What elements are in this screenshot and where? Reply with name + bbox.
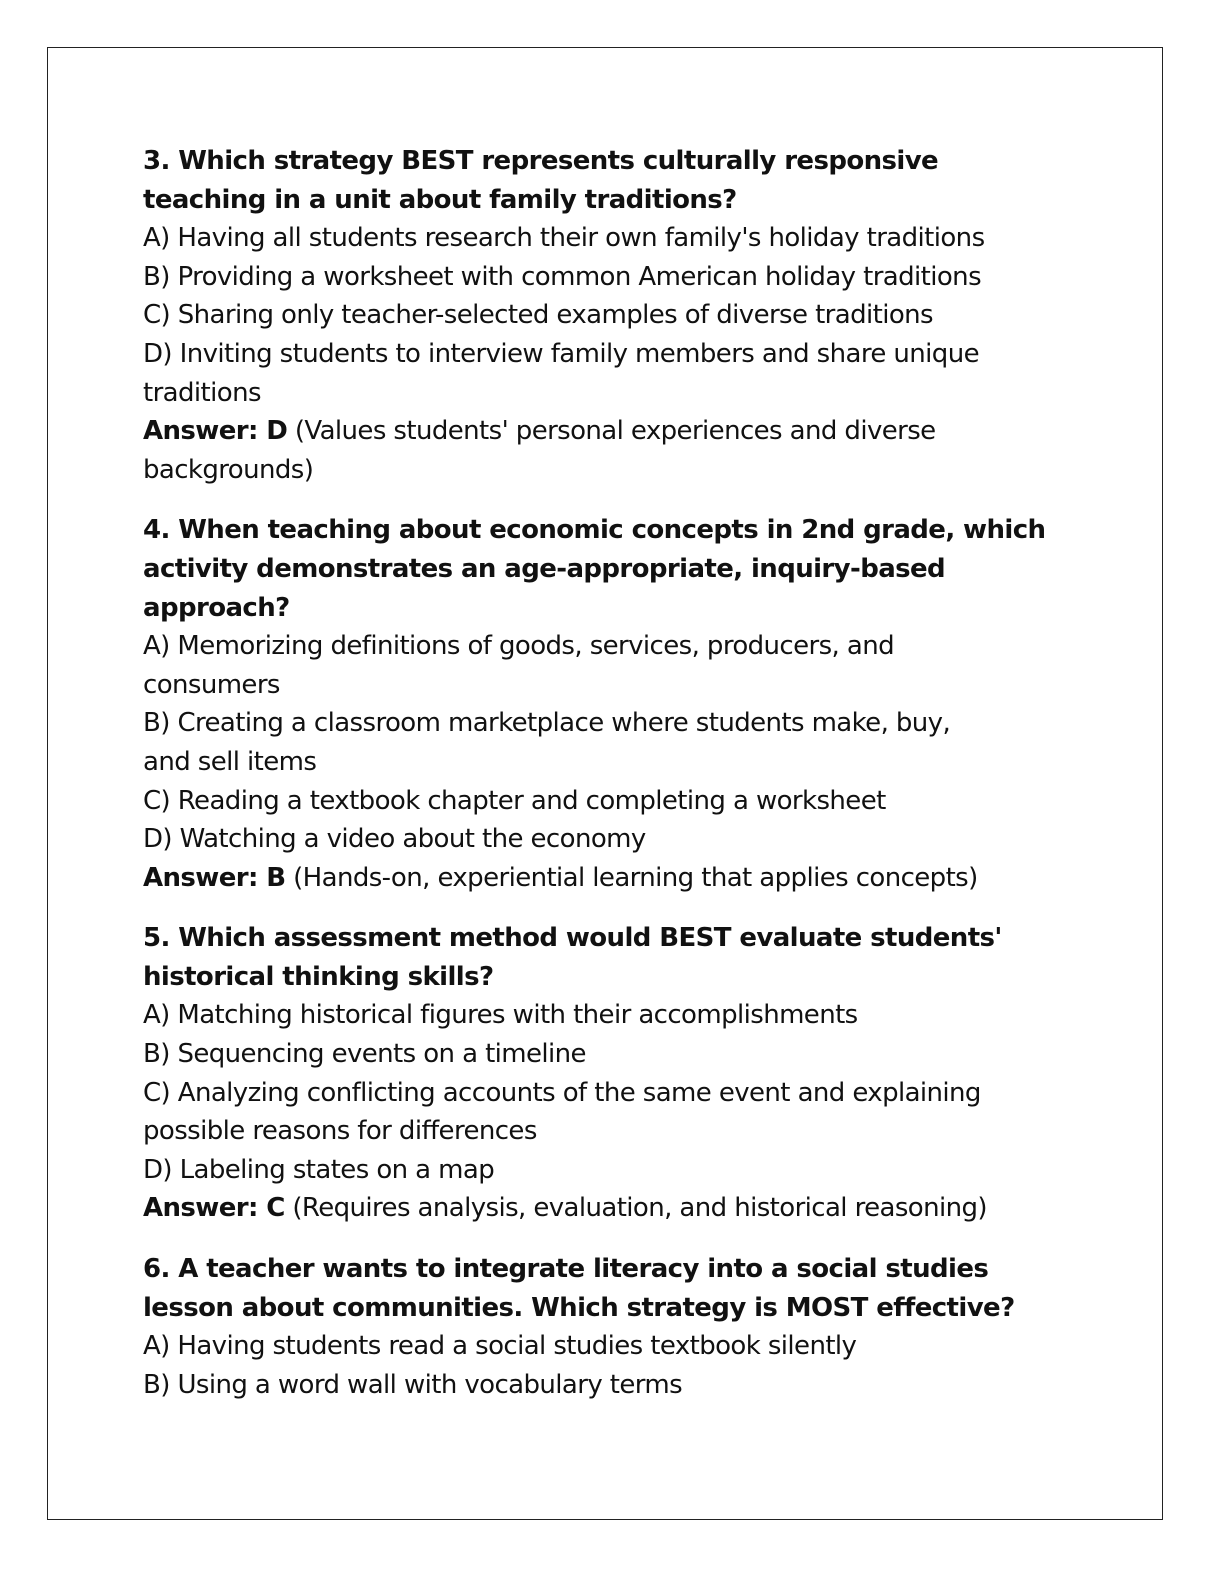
option-d: D) Inviting students to interview family members and share unique [143,338,979,369]
question-title-line: teaching in a unit about family traditions? [143,184,737,215]
answer-label: Answer: D [143,416,288,447]
question-title-line: 5. Which assessment method would BEST evaluate students' [143,923,1002,954]
option-d-continued: traditions [143,377,261,408]
option-c: C) Sharing only teacher-selected examples of diverse traditions [143,300,933,331]
question-title-line: lesson about communities. Which strategy is MOST effective? [143,1292,1015,1323]
question-title-line: 3. Which strategy BEST represents culturally responsive [143,146,939,176]
question-5 [143,919,1083,1228]
option-d: D) Watching a video about the economy [143,824,646,855]
option-b-continued: and sell items [143,746,317,777]
option-b: B) Creating a classroom marketplace where students make, buy, [143,708,951,739]
question-title-line: 6. A teacher wants to integrate literacy into a social studies [143,1254,989,1285]
answer-line [143,859,1083,898]
question-title-line: 4. When teaching about economic concepts in 2nd grade, which [143,515,1046,546]
document-content [143,142,1083,1426]
option-c: C) Analyzing conflicting accounts of the same event and explaining [143,1077,981,1108]
option-c: C) Reading a textbook chapter and completing a worksheet [143,785,886,816]
answer-label: Answer: B [143,862,286,893]
answer-explanation: (Values students' personal experiences and diverse [287,416,936,447]
question-title-line: historical thinking skills? [143,961,494,992]
option-b: B) Using a word wall with vocabulary terms [143,1369,683,1400]
option-a: A) Having all students research their own family's holiday traditions [143,223,985,254]
question-title-line: activity demonstrates an age-appropriate, inquiry-based [143,553,946,584]
question-4 [143,511,1083,897]
option-b: B) Providing a worksheet with common American holiday traditions [143,261,982,292]
option-b: B) Sequencing events on a timeline [143,1039,586,1070]
option-d: D) Labeling states on a map [143,1154,495,1185]
option-a-continued: consumers [143,669,280,700]
option-a: A) Memorizing definitions of goods, services, producers, and [143,631,894,662]
question-3 [143,142,1083,489]
answer-line [143,1189,1083,1228]
question-title-line: approach? [143,592,290,623]
option-a: A) Having students read a social studies textbook silently [143,1331,857,1362]
answer-label: Answer: C [143,1193,285,1224]
answer-line [143,412,1083,451]
answer-explanation: (Requires analysis, evaluation, and historical reasoning) [284,1193,987,1224]
option-c-continued: possible reasons for differences [143,1116,537,1147]
option-a: A) Matching historical figures with their accomplishments [143,1000,858,1031]
question-6 [143,1250,1083,1404]
answer-explanation: (Hands-on, experiential learning that applies concepts) [285,862,978,893]
answer-explanation-continued: backgrounds) [143,454,314,485]
